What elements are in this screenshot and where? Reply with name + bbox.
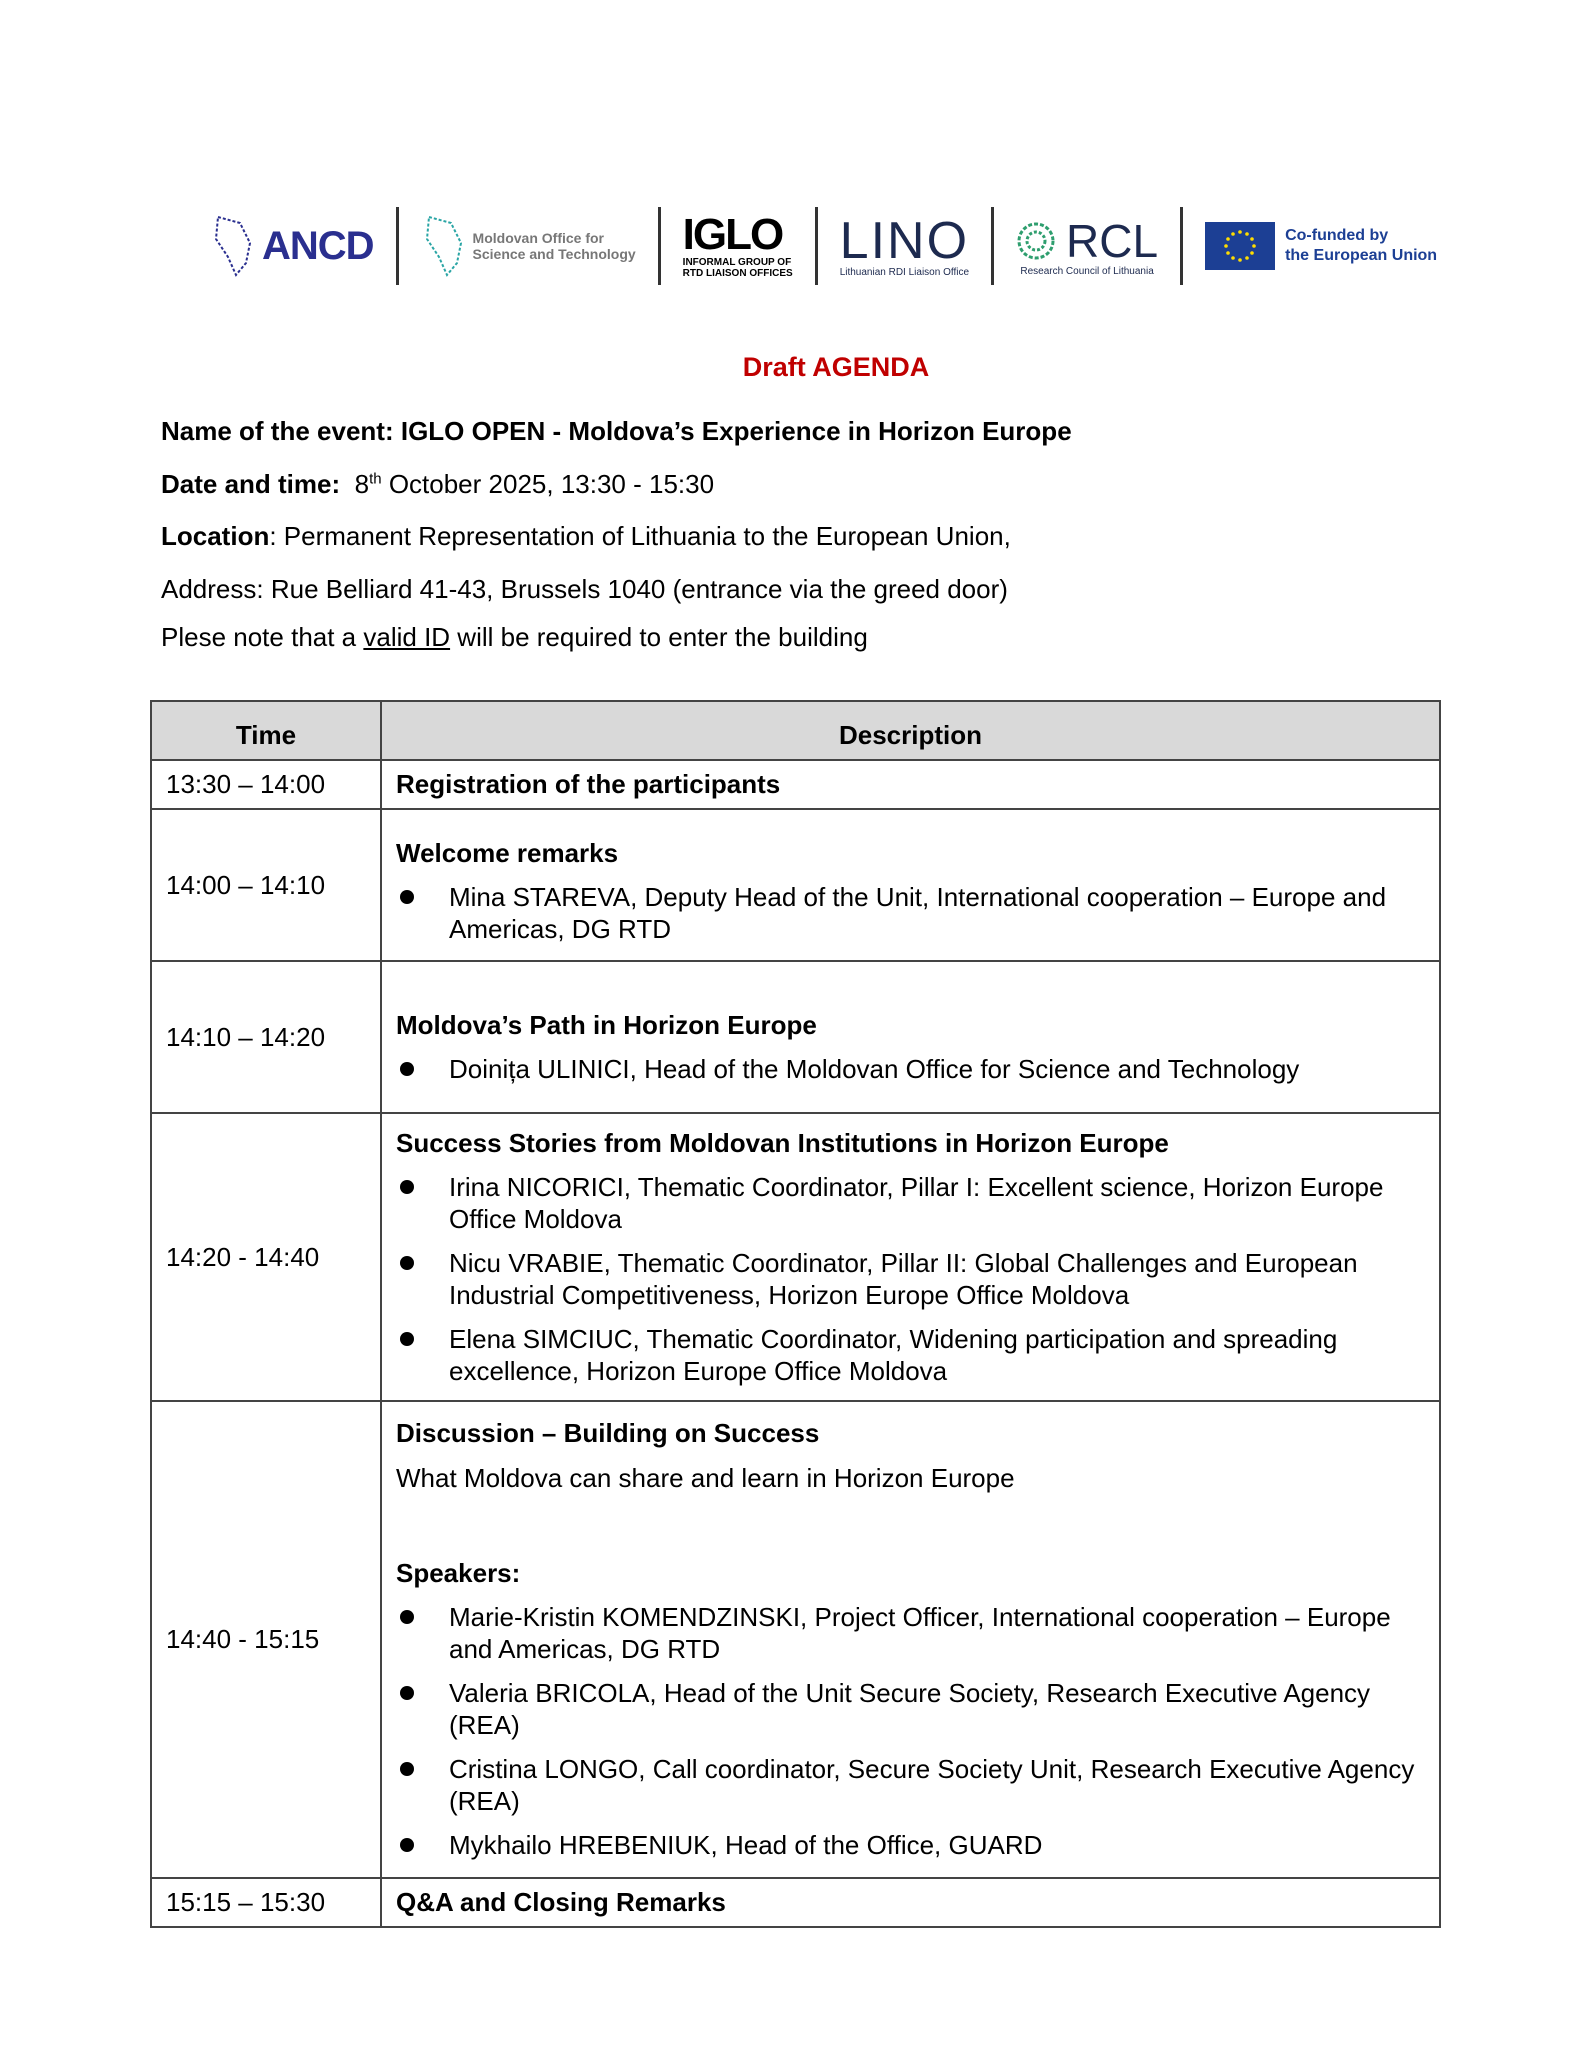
iglo-logo: IGLO INFORMAL GROUP OF RTD LIAISON OFFICES [682, 210, 793, 279]
logo-divider [991, 207, 994, 285]
bullet-icon [400, 1256, 414, 1270]
event-note: Plese note that a valid ID will be required to enter the building [161, 622, 868, 652]
list-item: Nicu VRABIE, Thematic Coordinator, Pillar II: Global Challenges and European Industrial Competitiveness, Horizon Europe Office Moldova [396, 1247, 1425, 1311]
time-cell: 14:20 - 14:40 [151, 1113, 381, 1401]
moldova-map-icon [210, 213, 258, 279]
description-cell: Q&A and Closing Remarks [381, 1878, 1440, 1927]
logo-bar [210, 196, 1470, 296]
eu-cofunded-logo: Co-funded by the European Union [1205, 201, 1437, 291]
most-logo: Moldovan Office for Science and Technology [421, 201, 636, 291]
event-date: Date and time: 8th October 2025, 13:30 - 15:30 [161, 469, 715, 499]
moldova-map-icon [421, 213, 469, 279]
description-cell: Success Stories from Moldovan Institutions in Horizon Europe Irina NICORICI, Thematic Coordinator, Pillar I: Excellent science, Horizon Europe Office Moldova Nicu VRABIE, Thematic Coordinator, Pillar II: Global Challenges and European Industrial Competitiveness, Horizon Europe Office Moldova Elena SIMCIUC, Thematic Coordinator, Widening participation and spreading excellence, Horizon Europe Office Moldova [381, 1113, 1440, 1401]
table-row [151, 809, 1440, 961]
eu-flag-icon [1205, 222, 1275, 270]
ancd-logo: ANCD [210, 201, 374, 291]
time-cell: 14:10 – 14:20 [151, 961, 381, 1113]
rcl-logo: RCL Research Council of Lithuania [1016, 201, 1158, 291]
logo-divider [396, 207, 399, 285]
bullet-icon [400, 1062, 414, 1076]
description-cell: Discussion – Building on Success What Moldova can share and learn in Horizon Europe Speakers: Marie-Kristin KOMENDZINSKI, Project Officer, International cooperation – Europe and Americas, DG RTD Valeria BRICOLA, Head of the Unit Secure Society, Research Executive Agency (REA) Cristina LONGO, Call coordinator, Secure Society Unit, Research Executive Agency (REA) Mykhailo HREBENIUK, Head of the Office, GUARD [381, 1401, 1440, 1878]
document-title: Draft AGENDA [742, 352, 930, 382]
table-row [151, 760, 1440, 809]
header-description: Description [381, 701, 1440, 760]
bullet-icon [400, 1838, 414, 1852]
time-cell: 14:00 – 14:10 [151, 809, 381, 961]
list-item: Mina STAREVA, Deputy Head of the Unit, International cooperation – Europe and Americas, DG RTD [396, 881, 1425, 945]
bullet-icon [400, 1686, 414, 1700]
logo-divider [1180, 207, 1183, 285]
bullet-icon [400, 1332, 414, 1346]
list-item: Mykhailo HREBENIUK, Head of the Office, GUARD [396, 1829, 1425, 1861]
description-cell: Moldova’s Path in Horizon Europe Doinița ULINICI, Head of the Moldovan Office for Science and Technology [381, 961, 1440, 1113]
table-row [151, 961, 1440, 1113]
list-item: Irina NICORICI, Thematic Coordinator, Pillar I: Excellent science, Horizon Europe Office Moldova [396, 1171, 1425, 1235]
bullet-icon [400, 1762, 414, 1776]
logo-divider [658, 207, 661, 285]
bullet-icon [400, 1180, 414, 1194]
description-cell: Registration of the participants [381, 760, 1440, 809]
bullet-icon [400, 890, 414, 904]
agenda-table [150, 700, 1441, 1928]
event-address: Address: Rue Belliard 41-43, Brussels 1040 (entrance via the greed door) [161, 574, 1008, 604]
time-cell: 15:15 – 15:30 [151, 1878, 381, 1927]
list-item: Cristina LONGO, Call coordinator, Secure Society Unit, Research Executive Agency (REA) [396, 1753, 1425, 1817]
table-row [151, 1878, 1440, 1927]
list-item: Elena SIMCIUC, Thematic Coordinator, Widening participation and spreading excellence, Horizon Europe Office Moldova [396, 1323, 1425, 1387]
table-header-row [151, 701, 1440, 760]
event-name: Name of the event: IGLO OPEN - Moldova’s Experience in Horizon Europe [161, 416, 1072, 446]
header-time: Time [151, 701, 381, 760]
list-item: Marie-Kristin KOMENDZINSKI, Project Officer, International cooperation – Europe and Americas, DG RTD [396, 1601, 1425, 1665]
table-row [151, 1113, 1440, 1401]
logo-divider [815, 207, 818, 285]
table-row [151, 1401, 1440, 1878]
list-item: Doinița ULINICI, Head of the Moldovan Office for Science and Technology [396, 1053, 1425, 1085]
description-cell: Welcome remarks Mina STAREVA, Deputy Head of the Unit, International cooperation – Europe and Americas, DG RTD [381, 809, 1440, 961]
rcl-emblem-icon [1016, 219, 1056, 263]
bullet-icon [400, 1610, 414, 1624]
event-location: Location: Permanent Representation of Lithuania to the European Union, [161, 521, 1011, 551]
lino-logo: LINO Lithuanian RDI Liaison Office [839, 211, 970, 278]
time-cell: 13:30 – 14:00 [151, 760, 381, 809]
list-item: Valeria BRICOLA, Head of the Unit Secure Society, Research Executive Agency (REA) [396, 1677, 1425, 1741]
time-cell: 14:40 - 15:15 [151, 1401, 381, 1878]
